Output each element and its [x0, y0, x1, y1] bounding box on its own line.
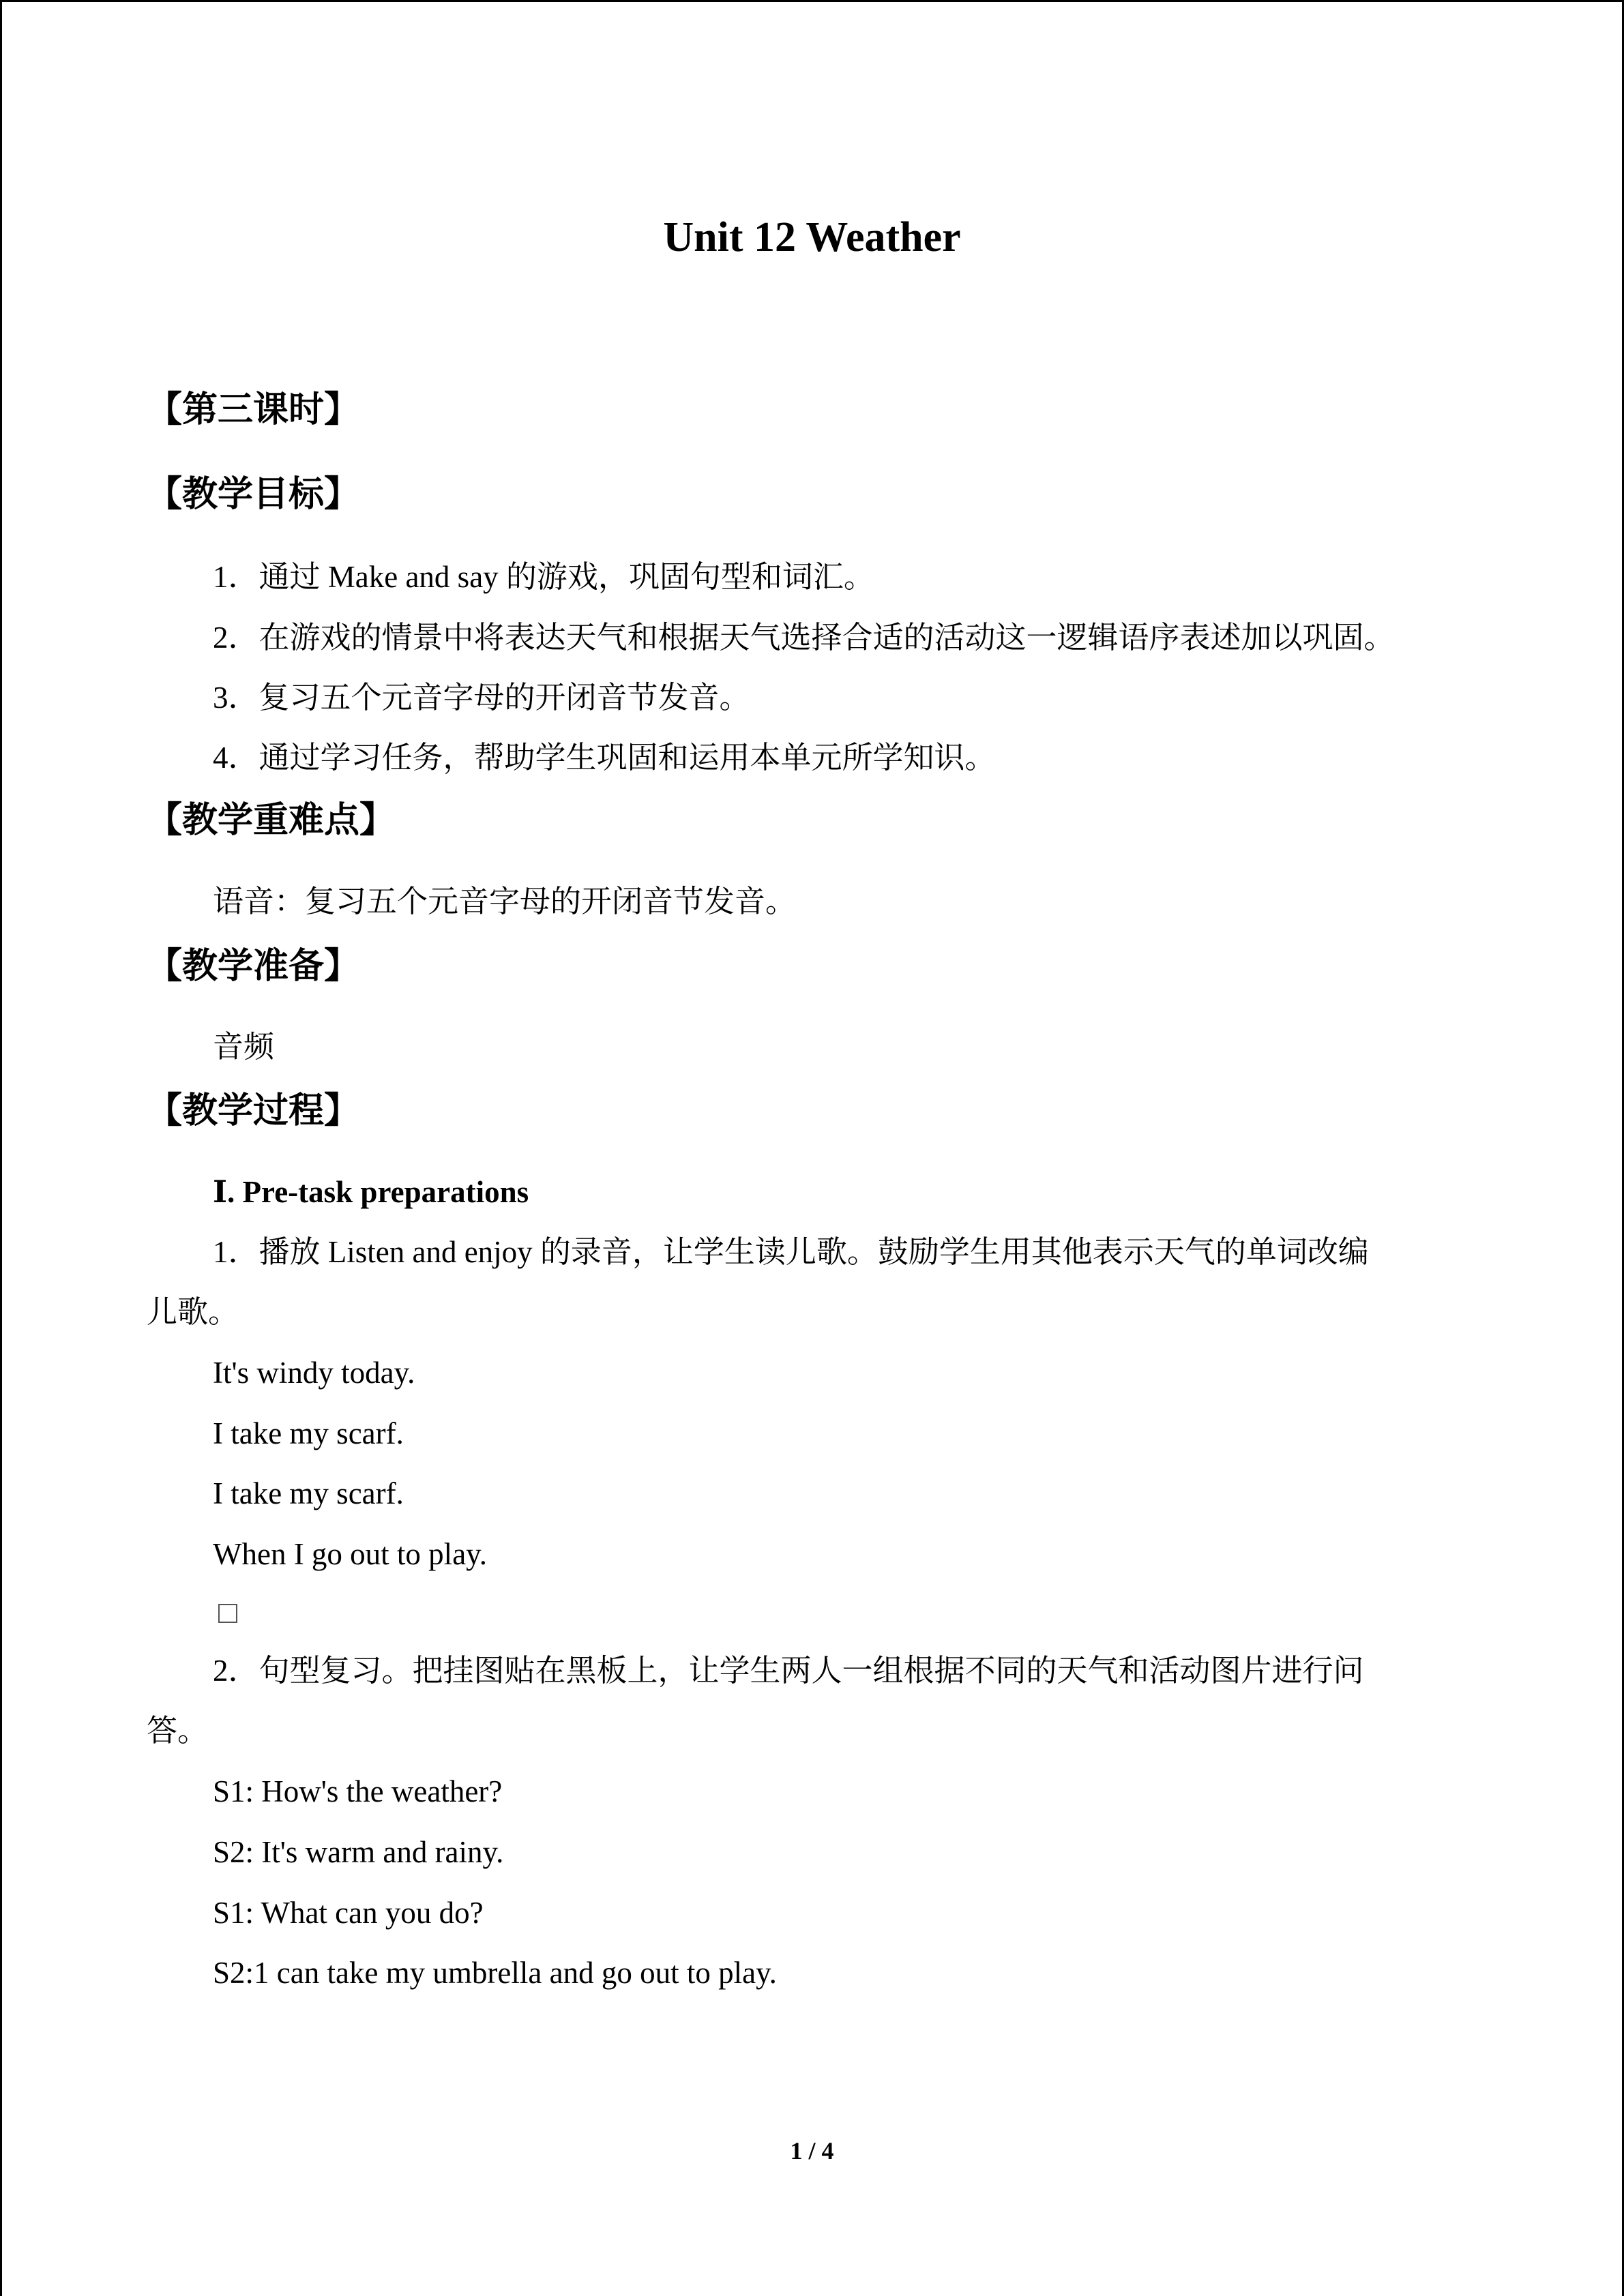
step2-text: 2．句型复习。把挂图贴在黑板上，让学生两人一组根据不同的天气和活动图片进行问: [213, 1654, 1364, 1688]
rhyme-line: I take my scarf.: [213, 1476, 404, 1510]
dialogue-line: S2: It's warm and rainy.: [213, 1835, 504, 1869]
lesson-heading: 【第三课时】: [147, 389, 360, 430]
dialogue-line: S1: What can you do?: [213, 1896, 484, 1930]
preparation-heading: 【教学准备】: [147, 946, 360, 987]
dialogue-line: S1: How's the weather?: [213, 1774, 503, 1808]
rhyme-line: It's windy today.: [213, 1356, 415, 1390]
step1-text-continued: 儿歌。: [147, 1295, 239, 1329]
objective-item: 3．复习五个元音字母的开闭音节发音。: [213, 681, 750, 715]
step1-text: 1．播放 Listen and enjoy 的录音，让学生读儿歌。鼓励学生用其他表示天气的单词改编: [213, 1235, 1369, 1269]
preparation-text: 音频: [213, 1030, 275, 1064]
image-placeholder: [218, 1604, 237, 1623]
objective-item: 4．通过学习任务，帮助学生巩固和运用本单元所学知识。: [213, 741, 996, 775]
key-points-heading: 【教学重难点】: [147, 800, 396, 841]
page-number: 1 / 4: [790, 2137, 834, 2164]
objectives-heading: 【教学目标】: [147, 474, 360, 515]
rhyme-line: When I go out to play.: [213, 1537, 487, 1571]
step2-text-continued: 答。: [147, 1714, 209, 1748]
key-points-text: 语音：复习五个元音字母的开闭音节发音。: [213, 884, 797, 919]
part1-title: Ⅰ. Pre-task preparations: [213, 1175, 529, 1209]
objective-item: 1．通过 Make and say 的游戏，巩固句型和词汇。: [213, 560, 874, 594]
dialogue-line: S2:1 can take my umbrella and go out to play.: [213, 1956, 777, 1990]
objective-item: 2．在游戏的情景中将表达天气和根据天气选择合适的活动这一逻辑语序表述加以巩固。: [213, 621, 1395, 655]
rhyme-line: I take my scarf.: [213, 1416, 404, 1450]
process-heading: 【教学过程】: [147, 1090, 360, 1131]
document-title: Unit 12 Weather: [663, 214, 961, 260]
